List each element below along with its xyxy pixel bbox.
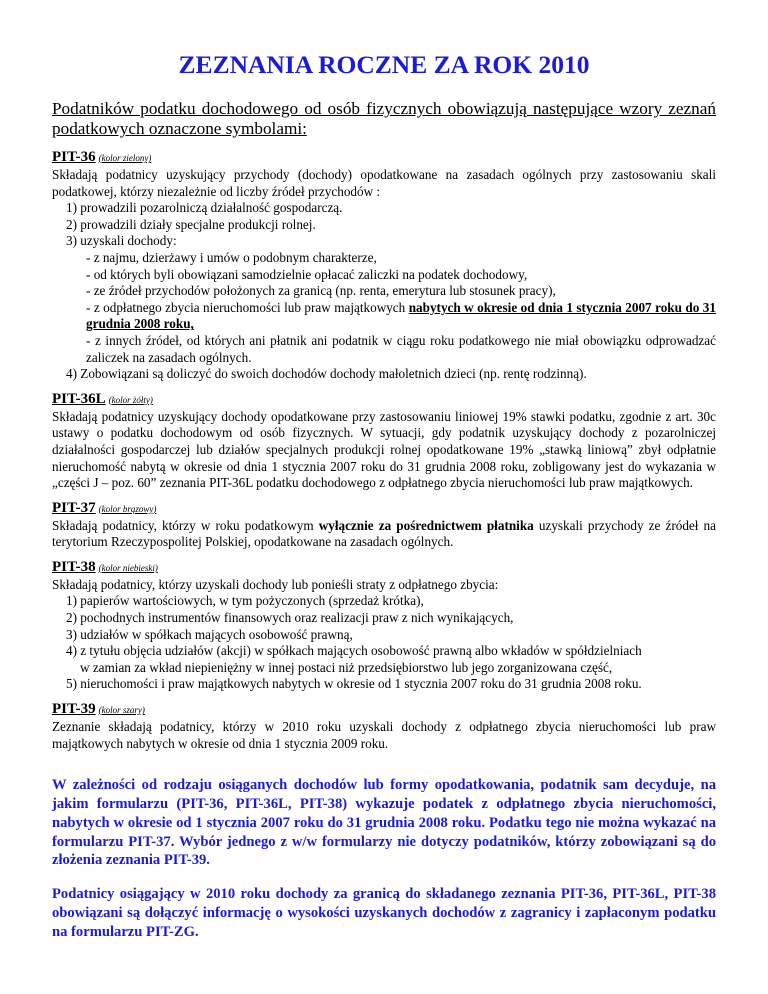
section-pit-36l [52, 390, 716, 492]
intro-paragraph: Podatników podatku dochodowego od osób fizycznych obowiązują następujące wzory zeznań podatkowych oznaczone symbolami: [52, 99, 716, 138]
form-code: PIT-36L [52, 390, 106, 407]
form-code: PIT-39 [52, 701, 96, 718]
section-heading [52, 558, 716, 577]
section-pit-36 [52, 148, 716, 383]
form-color-note: (kolor szary) [98, 705, 145, 716]
notice-paragraph: W zależności od rodzaju osiąganych dochodów lub formy opodatkowania, podatnik sam decyduje, na jakim formularzu (PIT-36, PIT-36L, PIT-38) wykazuje podatek z odpłatnego zbycia nieruchomości, nabytych w okresie od 1 stycznia 2007 roku do 31 grudnia 2008 roku. Podatku tego nie można wykazać na formularzu PIT-37. Wybór jednego z w/w formularzy nie dotyczy podatników, którzy zobowiązani są do złożenia zeznania PIT-39. [52, 777, 716, 869]
text-part: Składają podatnicy, którzy w roku podatkowym [52, 517, 319, 533]
section-pit-37 [52, 499, 716, 551]
list-item: 2) prowadzili działy specjalne produkcji rolnej. [66, 216, 316, 232]
document-title: ZEZNANIA ROCZNE ZA ROK 2010 [178, 50, 590, 79]
notice-paragraph-foreign-income: Podatnicy osiągający w 2010 roku dochody za granicą do składanego zeznania PIT-36, PIT-36L, PIT-38 obowiązani są dołączyć informację o wysokości uzyskanych dochodów z zagranicy i zapłaconym podatku na formularzu PIT-ZG. [52, 886, 716, 940]
sub-item: - od których byli obowiązani samodzielnie opłacać zaliczki na podatek dochodowy, [86, 266, 528, 282]
section-text: Składają podatnicy uzyskujący dochody opodatkowane przy zastosowaniu liniowej 19% stawki podatku, zgodnie z art. 30c ustawy o podatku dochodowym od osób fizycznych. W sytuacji, gdy podatnik uzyskujący dochody z pozarolniczej działalności gospodarczej lub działów specjalnych produkcji rolnej opodatkowane 19% „stawką liniową” zbył odpłatnie nieruchomość nabytą w okresie od dnia 1 stycznia 2007 roku do 31 grudnia 2008 roku, zobligowany jest do wykazania w „części J – poz. 60” zeznania PIT-36L podatku dochodowego z odpłatnego zbycia nieruchomości lub praw majątkowych. [52, 408, 716, 491]
list-item: 1) prowadzili pozarolniczą działalność gospodarczą. [66, 200, 343, 216]
list-item-continuation: w zamian za wkład niepieniężny w innej postaci niż przedsiębiorstwo lub jego zorganizowana część, [80, 659, 613, 675]
emphasis-text: wyłącznie za pośrednictwem płatnika [318, 517, 534, 533]
section-pit-38 [52, 558, 716, 693]
form-code: PIT-37 [52, 499, 96, 516]
section-text: Zeznanie składają podatnicy, którzy w 2010 roku uzyskali dochody z odpłatnego zbycia nieruchomości lub praw majątkowych nabytych w okresie od dnia 1 stycznia 2009 roku. [52, 719, 716, 751]
section-pit-39 [52, 700, 716, 752]
item-list [52, 593, 716, 693]
section-heading [52, 390, 716, 409]
list-item: 5) nieruchomości i praw majątkowych nabytych w okresie od 1 stycznia 2007 roku do 31 grudnia 2008 roku. [66, 676, 642, 692]
form-color-note: (kolor zielony) [98, 153, 152, 163]
list-item: 2) pochodnych instrumentów finansowych oraz realizacji praw z nich wynikających, [66, 610, 514, 626]
list-item: 3) uzyskali dochody: [66, 233, 177, 249]
list-item: 4) Zobowiązani są doliczyć do swoich dochodów dochody małoletnich dzieci (np. rentę rodzinną). [66, 366, 587, 382]
form-color-note: (kolor żółty) [108, 394, 153, 405]
list-item: 4) z tytułu objęcia udziałów (akcji) w spółkach mających osobowość prawną albo wkładów w spółdzielniach [66, 643, 642, 659]
item-list [52, 200, 716, 383]
sub-item [52, 300, 716, 333]
emphasis-text: nabytych w okresie od dnia 1 stycznia 2007 roku do 31 grudnia 2008 roku, [86, 299, 716, 332]
list-item: 1) papierów wartościowych, w tym pożyczonych (sprzedaż krótka), [66, 593, 424, 609]
sub-item: - ze źródeł przychodów położonych za granicą (np. renta, emerytura lub stosunek pracy), [86, 283, 556, 299]
form-code: PIT-38 [52, 558, 96, 575]
form-color-note: (kolor brązowy) [98, 503, 157, 514]
list-item: 3) udziałów w spółkach mających osobowość prawną, [66, 626, 353, 642]
section-heading [52, 148, 716, 167]
form-color-note: (kolor niebieski) [98, 562, 158, 573]
section-lead: Składają podatnicy uzyskujący przychody (dochody) opodatkowane na zasadach ogólnych przy zastosowaniu skali podatkowej, którzy niezależnie od liczby źródeł przychodów : [52, 167, 716, 199]
sub-item-text: - z odpłatnego zbycia nieruchomości lub praw majątkowych [86, 299, 409, 315]
section-lead: Składają podatnicy, którzy uzyskali dochody lub ponieśli straty z odpłatnego zbycia: [52, 576, 499, 592]
sub-item: - z innych źródeł, od których ani płatnik ani podatnik w ciągu roku podatkowego nie miał obowiązku odprowadzać zaliczek na zasadach ogólnych. [86, 332, 716, 365]
sub-item: - z najmu, dzierżawy i umów o podobnym charakterze, [86, 249, 377, 265]
text-part: uzyskali przychody ze źródeł na terytorium Rzeczypospolitej Polskiej, opodatkowane na zasadach ogólnych. [52, 517, 716, 550]
section-heading [52, 499, 716, 518]
section-heading [52, 700, 716, 719]
section-text [52, 518, 716, 551]
form-code: PIT-36 [52, 149, 96, 165]
